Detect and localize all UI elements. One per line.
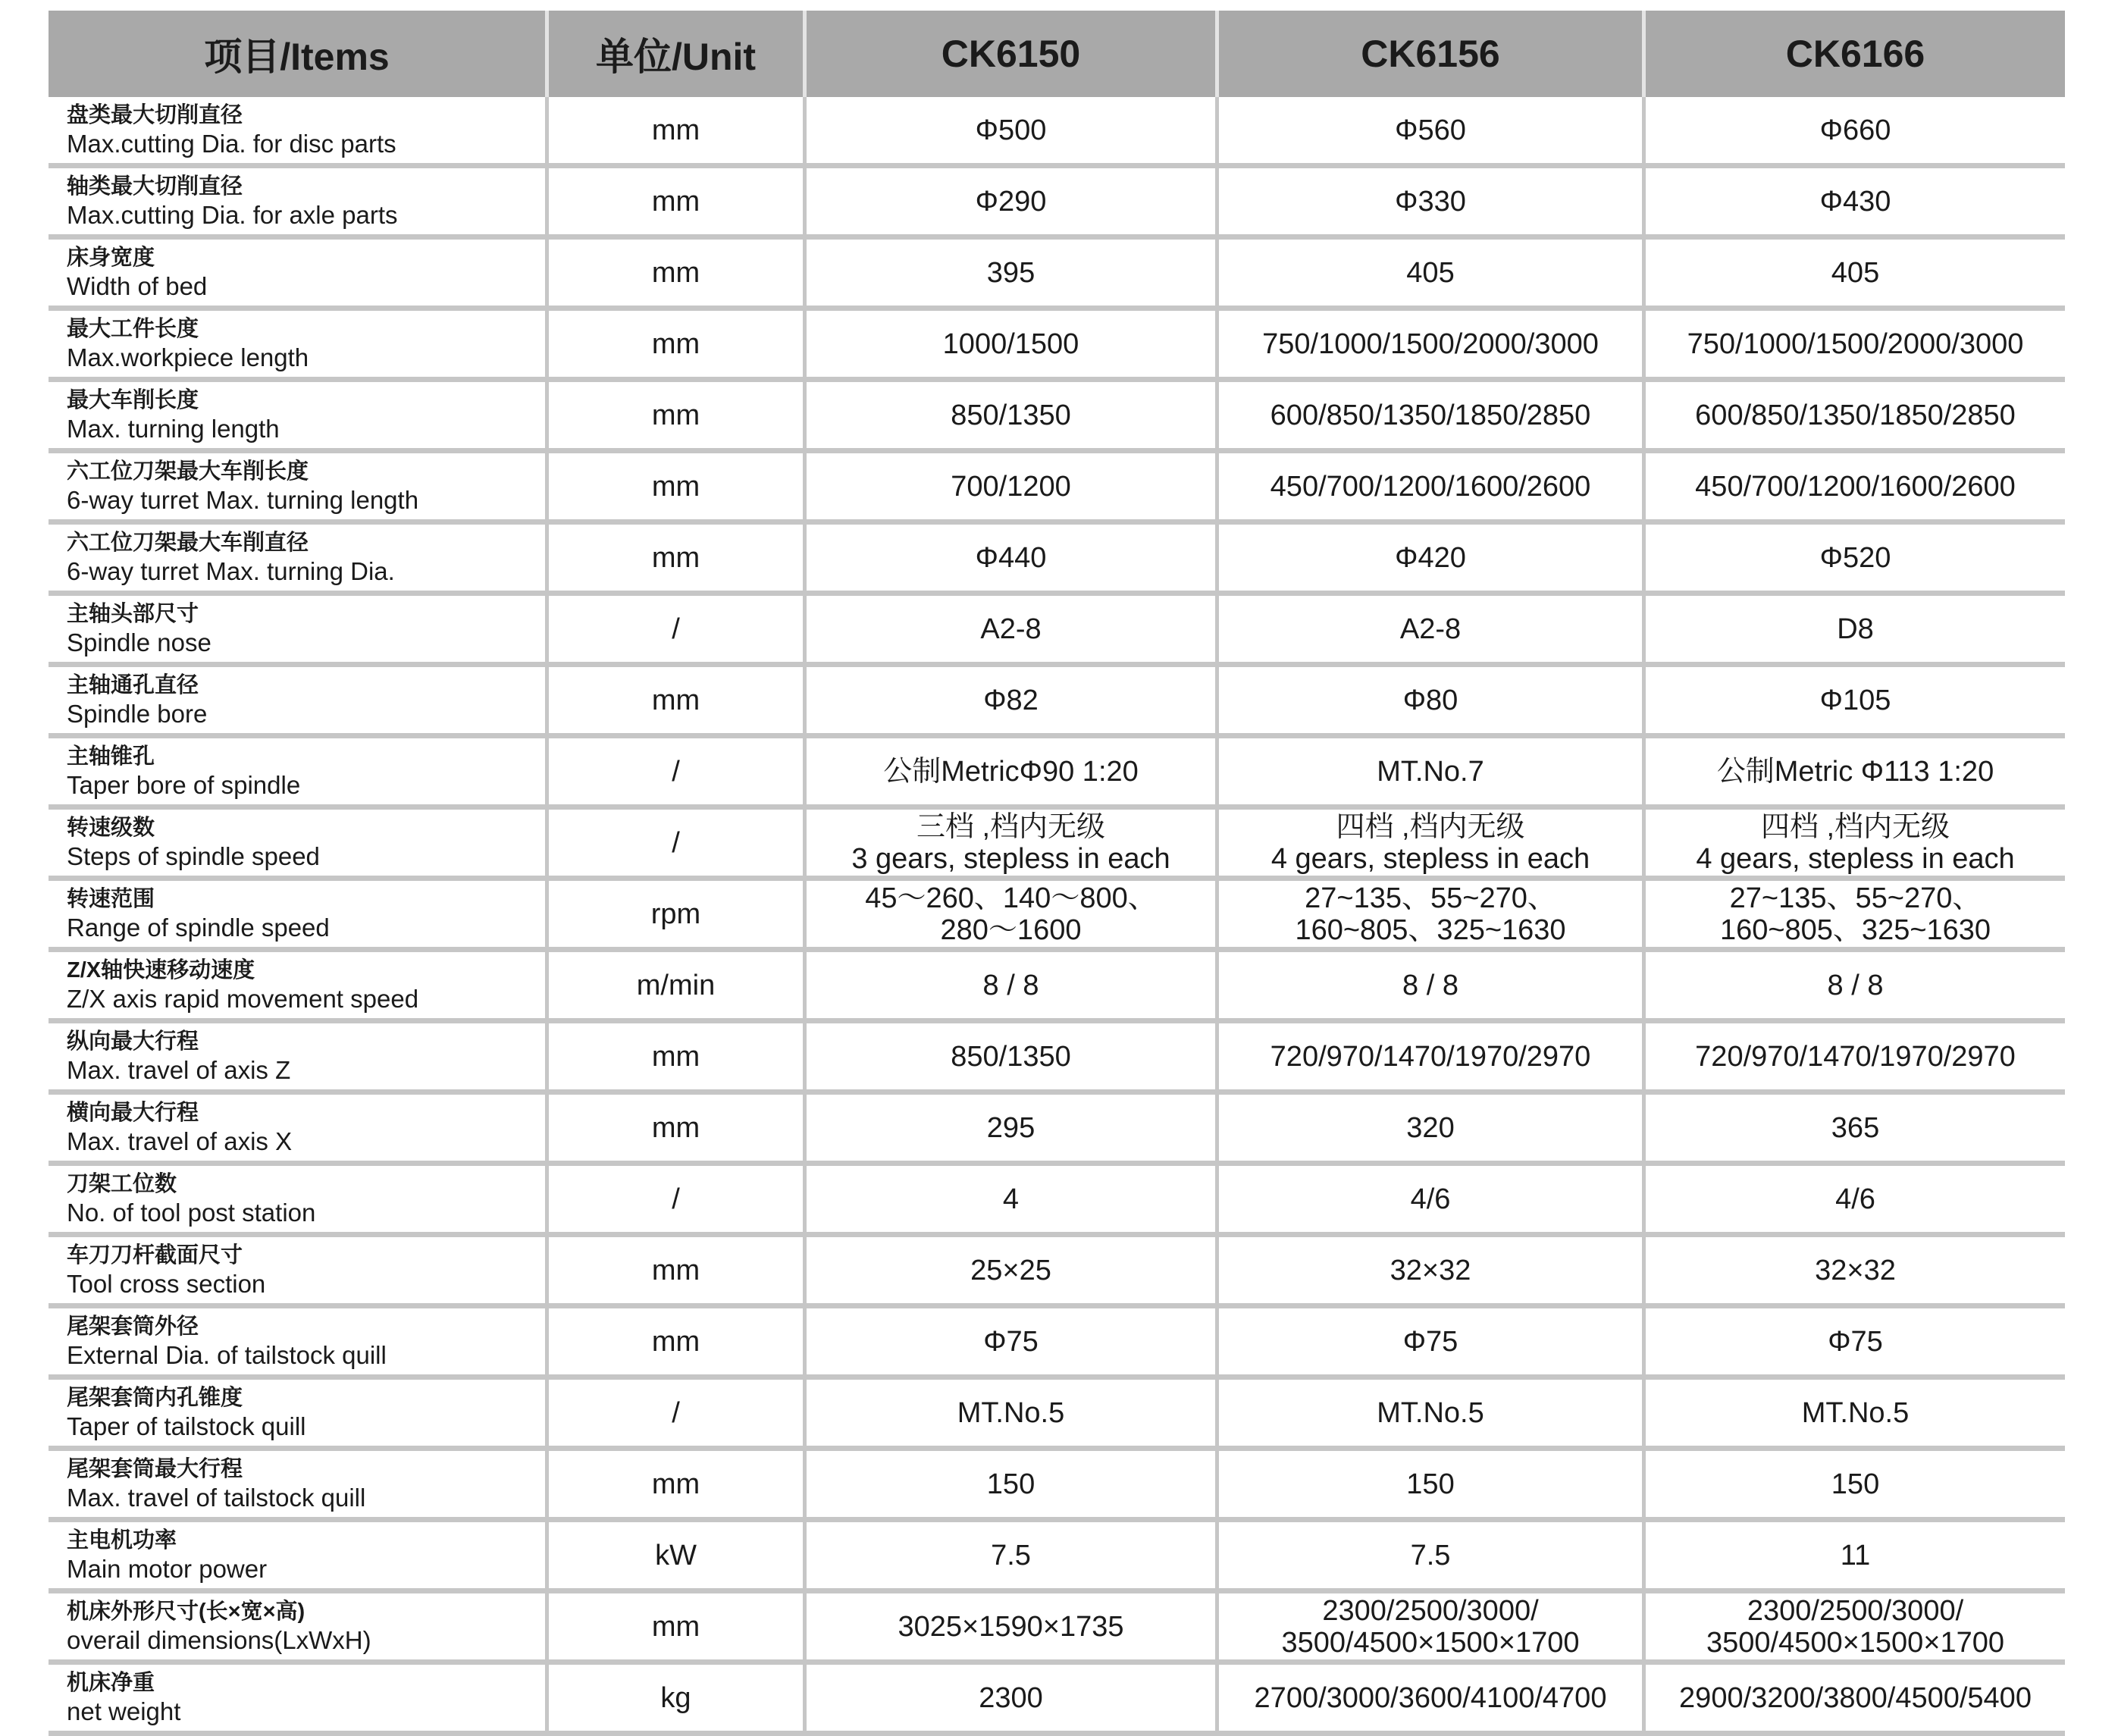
table-row [49, 881, 2065, 952]
value-ck6166 [1646, 881, 2065, 952]
value-text: 2300 [979, 1681, 1043, 1714]
item-cell [49, 1380, 549, 1451]
value-ck6156 [1219, 881, 1646, 952]
item-cell [49, 382, 549, 453]
item-name-en: net weight [67, 1697, 181, 1725]
unit-cell: mm [549, 1451, 807, 1522]
unit-cell: mm [549, 667, 807, 738]
unit-cell: / [549, 738, 807, 810]
item-name-zh: 机床净重 [67, 1670, 155, 1695]
item-name-en: Max.cutting Dia. for axle parts [67, 200, 398, 229]
value-ck6150 [807, 382, 1219, 453]
item-cell [49, 596, 549, 667]
table-row [49, 952, 2065, 1023]
unit-cell: mm [549, 1095, 807, 1166]
item-cell [49, 952, 549, 1023]
item-name-en: Max. travel of axis X [67, 1127, 293, 1155]
value-text: Φ290 [975, 185, 1047, 218]
item-cell [49, 810, 549, 881]
value-text: 850/1350 [951, 399, 1071, 431]
value-text: Φ80 [1402, 684, 1458, 716]
item-cell [49, 168, 549, 240]
value-ck6156 [1219, 1237, 1646, 1308]
value-text: 750/1000/1500/2000/3000 [1262, 327, 1599, 360]
value-ck6150 [807, 311, 1219, 382]
value-text: 11 [1840, 1539, 1871, 1571]
value-ck6166 [1646, 1665, 2065, 1736]
value-ck6166 [1646, 1593, 2065, 1665]
item-name-en: Range of spindle speed [67, 913, 330, 942]
item-name-zh: 转速级数 [67, 815, 155, 840]
unit-cell: mm [549, 97, 807, 168]
unit-cell: / [549, 1166, 807, 1237]
item-name-zh: 盘类最大切削直径 [67, 102, 243, 127]
unit-cell: mm [549, 453, 807, 525]
value-ck6150 [807, 97, 1219, 168]
value-text: 27~135、55~270、 160~805、325~1630 [1295, 882, 1566, 946]
value-text: 365 [1831, 1111, 1880, 1144]
value-text: 1000/1500 [942, 327, 1079, 360]
value-text: Φ560 [1395, 114, 1466, 146]
item-name-zh: 最大工件长度 [67, 316, 199, 341]
value-text: 150 [1406, 1468, 1455, 1500]
header-ck6150: CK6150 [807, 11, 1219, 97]
table-row [49, 596, 2065, 667]
value-text: Φ330 [1395, 185, 1466, 218]
value-ck6150 [807, 738, 1219, 810]
value-ck6156 [1219, 97, 1646, 168]
value-ck6156 [1219, 810, 1646, 881]
value-ck6166 [1646, 1095, 2065, 1166]
table-row [49, 1095, 2065, 1166]
item-cell [49, 1095, 549, 1166]
value-text: Φ75 [983, 1325, 1039, 1358]
value-text: 2700/3000/3600/4100/4700 [1254, 1681, 1607, 1714]
header-items: 项目/Items [49, 11, 549, 97]
value-ck6156 [1219, 738, 1646, 810]
value-ck6156 [1219, 1023, 1646, 1095]
value-text: 850/1350 [951, 1040, 1071, 1073]
item-cell [49, 525, 549, 596]
value-text: 150 [986, 1468, 1036, 1500]
item-cell [49, 1166, 549, 1237]
value-text: 27~135、55~270、 160~805、325~1630 [1719, 882, 1991, 946]
table-row [49, 525, 2065, 596]
item-name-en: Main motor power [67, 1554, 268, 1583]
value-text: Φ420 [1395, 541, 1466, 574]
unit-cell: mm [549, 240, 807, 311]
value-ck6150 [807, 453, 1219, 525]
item-name-en: Max.cutting Dia. for disc parts [67, 129, 396, 158]
item-name-zh: 车刀刀杆截面尺寸 [67, 1242, 243, 1268]
value-ck6150 [807, 881, 1219, 952]
value-text: 720/970/1470/1970/2970 [1270, 1040, 1591, 1073]
item-name-zh: 最大车削长度 [67, 387, 199, 412]
item-cell [49, 738, 549, 810]
unit-cell: mm [549, 382, 807, 453]
value-ck6156 [1219, 1593, 1646, 1665]
value-ck6166 [1646, 1023, 2065, 1095]
value-ck6156 [1219, 453, 1646, 525]
unit-cell: / [549, 1380, 807, 1451]
value-ck6166 [1646, 596, 2065, 667]
header-row [49, 11, 2065, 97]
item-cell [49, 453, 549, 525]
value-text: Φ500 [975, 114, 1047, 146]
value-text: 2900/3200/3800/4500/5400 [1679, 1681, 2032, 1714]
item-name-en: Tool cross section [67, 1269, 266, 1298]
value-ck6150 [807, 667, 1219, 738]
value-ck6150 [807, 1380, 1219, 1451]
unit-cell: mm [549, 1023, 807, 1095]
table-row [49, 1665, 2065, 1736]
value-text: Φ105 [1819, 684, 1891, 716]
table-row [49, 1522, 2065, 1593]
value-ck6150 [807, 1451, 1219, 1522]
item-name-zh: 尾架套筒最大行程 [67, 1456, 243, 1481]
value-text: 720/970/1470/1970/2970 [1695, 1040, 2016, 1073]
table-row [49, 1380, 2065, 1451]
table-row [49, 1237, 2065, 1308]
unit-cell: kW [549, 1522, 807, 1593]
value-text: 7.5 [1410, 1539, 1451, 1571]
item-cell [49, 1522, 549, 1593]
table-row [49, 1023, 2065, 1095]
value-ck6156 [1219, 596, 1646, 667]
value-ck6156 [1219, 1522, 1646, 1593]
item-name-zh: 床身宽度 [67, 245, 155, 270]
item-name-en: overail dimensions(LxWxH) [67, 1625, 371, 1654]
value-text: 405 [1406, 256, 1455, 289]
value-text: 公制MetricΦ90 1:20 [883, 755, 1139, 788]
item-name-en: Max.workpiece length [67, 343, 309, 371]
value-ck6166 [1646, 240, 2065, 311]
table-row [49, 311, 2065, 382]
value-text: 7.5 [991, 1539, 1031, 1571]
value-ck6150 [807, 1237, 1219, 1308]
value-text: 4 [1002, 1183, 1020, 1215]
value-text: 4/6 [1835, 1183, 1875, 1215]
value-text: 700/1200 [951, 470, 1071, 503]
value-text: A2-8 [980, 613, 1042, 645]
spec-body [49, 97, 2065, 1736]
value-text: 600/850/1350/1850/2850 [1695, 399, 2016, 431]
value-ck6166 [1646, 525, 2065, 596]
unit-cell: kg [549, 1665, 807, 1736]
item-cell [49, 1308, 549, 1380]
value-ck6166 [1646, 382, 2065, 453]
item-name-en: Max. turning length [67, 414, 280, 443]
item-name-en: Steps of spindle speed [67, 841, 320, 870]
item-name-en: Taper bore of spindle [67, 770, 301, 799]
table-row [49, 667, 2065, 738]
item-name-zh: 轴类最大切削直径 [67, 174, 243, 199]
value-ck6156 [1219, 1665, 1646, 1736]
value-ck6150 [807, 1665, 1219, 1736]
value-ck6150 [807, 240, 1219, 311]
value-text: MT.No.5 [1801, 1396, 1910, 1429]
value-ck6156 [1219, 1380, 1646, 1451]
value-text: 600/850/1350/1850/2850 [1270, 399, 1591, 431]
item-name-zh: 主电机功率 [67, 1528, 177, 1553]
value-ck6150 [807, 525, 1219, 596]
spec-table [49, 11, 2065, 1736]
unit-cell: rpm [549, 881, 807, 952]
item-cell [49, 1451, 549, 1522]
value-ck6150 [807, 952, 1219, 1023]
value-ck6150 [807, 1166, 1219, 1237]
value-ck6156 [1219, 382, 1646, 453]
value-text: 32×32 [1390, 1254, 1471, 1286]
value-text: Φ440 [975, 541, 1047, 574]
value-ck6156 [1219, 667, 1646, 738]
value-ck6150 [807, 596, 1219, 667]
unit-cell: mm [549, 1308, 807, 1380]
value-text: 450/700/1200/1600/2600 [1270, 470, 1591, 503]
table-row [49, 1593, 2065, 1665]
item-name-en: No. of tool post station [67, 1198, 316, 1227]
item-name-zh: 机床外形尺寸(长×宽×高) [67, 1599, 305, 1624]
value-ck6150 [807, 1095, 1219, 1166]
item-name-zh: 主轴头部尺寸 [67, 601, 199, 626]
item-name-zh: 主轴锥孔 [67, 744, 155, 769]
value-text: 四档 ,档内无级 4 gears, stepless in each [1270, 810, 1590, 875]
value-ck6166 [1646, 1522, 2065, 1593]
item-name-en: Spindle nose [67, 628, 211, 656]
item-name-en: Max. travel of tailstock quill [67, 1483, 366, 1512]
value-ck6166 [1646, 738, 2065, 810]
table-row [49, 97, 2065, 168]
value-ck6166 [1646, 453, 2065, 525]
value-text: 三档 ,档内无级 3 gears, stepless in each [851, 810, 1170, 875]
table-row [49, 382, 2065, 453]
value-text: 150 [1831, 1468, 1880, 1500]
value-ck6156 [1219, 1166, 1646, 1237]
item-name-zh: 横向最大行程 [67, 1100, 199, 1125]
item-name-zh: 六工位刀架最大车削长度 [67, 459, 309, 484]
item-name-zh: 主轴通孔直径 [67, 672, 199, 697]
value-text: Φ520 [1819, 541, 1891, 574]
value-text: 2300/2500/3000/ 3500/4500×1500×1700 [1706, 1594, 2005, 1659]
value-text: 405 [1831, 256, 1880, 289]
unit-cell: mm [549, 311, 807, 382]
value-ck6156 [1219, 525, 1646, 596]
item-cell [49, 1237, 549, 1308]
header-ck6166: CK6166 [1646, 11, 2065, 97]
table-row [49, 168, 2065, 240]
item-cell [49, 667, 549, 738]
value-ck6150 [807, 1023, 1219, 1095]
item-name-en: 6-way turret Max. turning Dia. [67, 556, 395, 585]
value-ck6166 [1646, 1237, 2065, 1308]
item-name-zh: 尾架套筒外径 [67, 1314, 199, 1339]
value-text: 3025×1590×1735 [898, 1610, 1124, 1643]
unit-cell: mm [549, 525, 807, 596]
item-name-en: Z/X axis rapid movement speed [67, 984, 419, 1013]
unit-cell: / [549, 810, 807, 881]
value-text: 32×32 [1815, 1254, 1896, 1286]
header-unit: 单位/Unit [549, 11, 807, 97]
value-ck6150 [807, 1593, 1219, 1665]
item-name-zh: 尾架套筒内孔锥度 [67, 1385, 243, 1410]
item-cell [49, 1023, 549, 1095]
value-text: Φ75 [1828, 1325, 1883, 1358]
value-ck6166 [1646, 168, 2065, 240]
value-text: 8 / 8 [1402, 969, 1458, 1001]
value-ck6156 [1219, 1095, 1646, 1166]
value-text: 295 [986, 1111, 1036, 1144]
item-name-en: External Dia. of tailstock quill [67, 1340, 387, 1369]
table-row [49, 810, 2065, 881]
value-ck6166 [1646, 810, 2065, 881]
header-ck6156: CK6156 [1219, 11, 1646, 97]
value-ck6166 [1646, 1451, 2065, 1522]
value-text: D8 [1837, 613, 1874, 645]
value-text: 450/700/1200/1600/2600 [1695, 470, 2016, 503]
value-ck6166 [1646, 1166, 2065, 1237]
unit-cell: mm [549, 1237, 807, 1308]
table-row [49, 738, 2065, 810]
item-name-en: 6-way turret Max. turning length [67, 485, 419, 514]
value-text: 公制Metric Φ113 1:20 [1716, 755, 1994, 788]
value-text: 8 / 8 [1827, 969, 1884, 1001]
value-ck6166 [1646, 667, 2065, 738]
value-ck6166 [1646, 952, 2065, 1023]
unit-cell: / [549, 596, 807, 667]
table-row [49, 240, 2065, 311]
value-text: 750/1000/1500/2000/3000 [1687, 327, 2024, 360]
item-name-zh: 刀架工位数 [67, 1171, 177, 1196]
item-cell [49, 881, 549, 952]
value-text: 4/6 [1410, 1183, 1451, 1215]
value-ck6150 [807, 810, 1219, 881]
value-ck6150 [807, 168, 1219, 240]
value-ck6166 [1646, 97, 2065, 168]
item-cell [49, 97, 549, 168]
item-name-en: Width of bed [67, 271, 208, 300]
value-text: Φ75 [1402, 1325, 1458, 1358]
table-row [49, 453, 2065, 525]
item-name-zh: 纵向最大行程 [67, 1029, 199, 1054]
value-ck6156 [1219, 1308, 1646, 1380]
value-ck6156 [1219, 168, 1646, 240]
item-cell [49, 311, 549, 382]
unit-cell: m/min [549, 952, 807, 1023]
item-cell [49, 240, 549, 311]
value-text: 8 / 8 [982, 969, 1039, 1001]
unit-cell: mm [549, 168, 807, 240]
value-text: MT.No.5 [957, 1396, 1065, 1429]
value-ck6150 [807, 1308, 1219, 1380]
value-ck6156 [1219, 311, 1646, 382]
table-row [49, 1308, 2065, 1380]
item-name-zh: 转速范围 [67, 886, 155, 911]
value-ck6156 [1219, 952, 1646, 1023]
table-row [49, 1451, 2065, 1522]
value-ck6166 [1646, 1380, 2065, 1451]
item-name-zh: 六工位刀架最大车削直径 [67, 530, 309, 555]
value-ck6166 [1646, 311, 2065, 382]
item-name-en: Spindle bore [67, 699, 208, 728]
item-name-en: Taper of tailstock quill [67, 1412, 306, 1440]
value-text: A2-8 [1399, 613, 1462, 645]
item-name-en: Max. travel of axis Z [67, 1055, 291, 1084]
value-text: Φ660 [1819, 114, 1891, 146]
value-ck6156 [1219, 1451, 1646, 1522]
table-row [49, 1166, 2065, 1237]
value-text: 45～260、140～800、 280～1600 [865, 882, 1157, 946]
item-cell [49, 1593, 549, 1665]
value-text: 320 [1406, 1111, 1455, 1144]
value-text: 395 [986, 256, 1036, 289]
item-cell [49, 1665, 549, 1736]
item-name-zh: Z/X轴快速移动速度 [67, 957, 255, 982]
value-ck6156 [1219, 240, 1646, 311]
unit-cell: mm [549, 1593, 807, 1665]
value-ck6150 [807, 1522, 1219, 1593]
value-text: Φ430 [1819, 185, 1891, 218]
value-text: Φ82 [983, 684, 1039, 716]
value-text: MT.No.7 [1377, 755, 1484, 788]
value-text: 四档 ,档内无级 4 gears, stepless in each [1696, 810, 2015, 875]
value-text: 25×25 [970, 1254, 1051, 1286]
value-text: MT.No.5 [1377, 1396, 1484, 1429]
value-ck6166 [1646, 1308, 2065, 1380]
value-text: 2300/2500/3000/ 3500/4500×1500×1700 [1281, 1594, 1580, 1659]
